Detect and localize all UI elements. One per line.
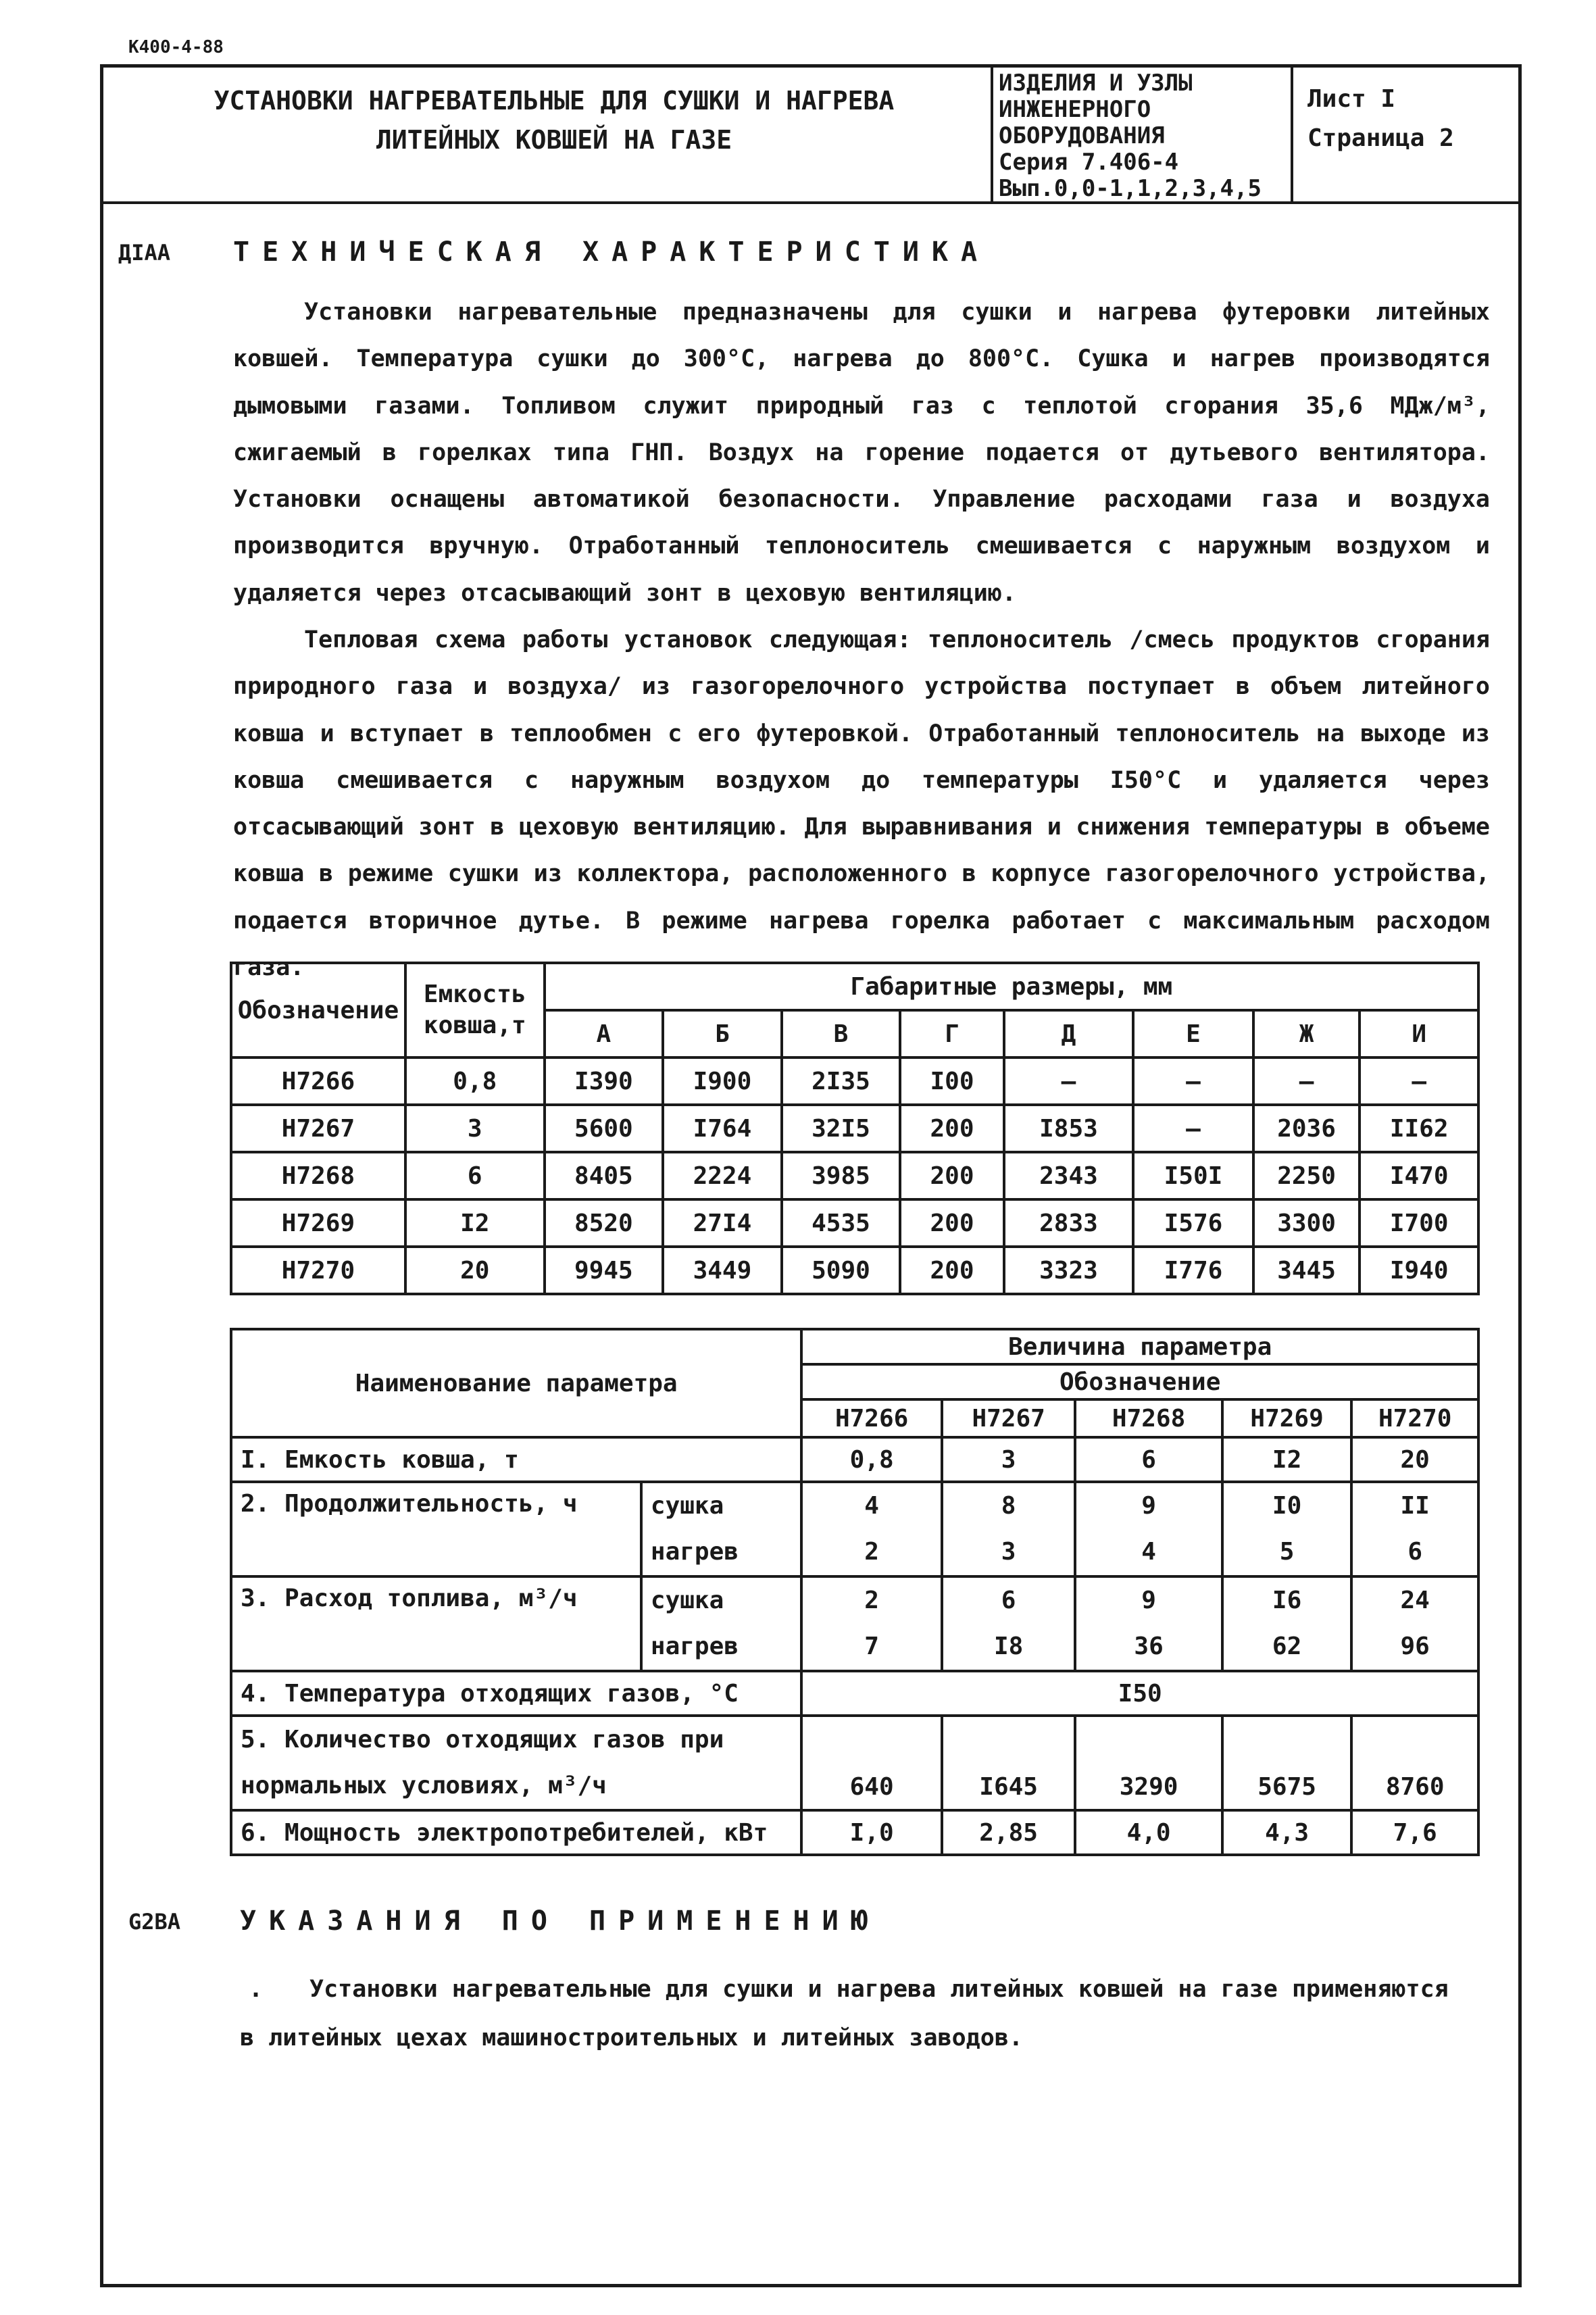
- mode-heating: нагрев: [650, 1633, 739, 1660]
- cell: I2: [405, 1199, 545, 1247]
- parameters-table: [230, 1328, 1480, 1856]
- mode-drying: сушка: [650, 1587, 724, 1614]
- header-divider-vertical-1: [991, 64, 993, 203]
- cell: I700: [1360, 1199, 1478, 1247]
- cell: I853: [1004, 1105, 1133, 1152]
- paragraph-1: Установки нагревательные предназначены для сушки и нагрева футеровки литейных ковшей. Температура сушки до 300°С, нагрева до 800°С. Сушка и нагрев производятся дымовыми газами. Топливом служит природный газ с теплотой сгорания 35,6 МДж/м³, сжигаемый в горелках типа ГНП. Воздух на горение подается от дутьевого вентилятора. Установки оснащены автоматикой безопасности. Управление расходами газа и воздуха производится вручную. Отработанный теплоноситель смешивается с наружным воздухом и удаляется через отсасывающий зонт в цеховую вентиляцию.: [233, 299, 1490, 607]
- col-letter: Г: [900, 1010, 1004, 1057]
- cell: [942, 1576, 1076, 1671]
- cell: 2343: [1004, 1152, 1133, 1199]
- col-header-model: Н7267: [942, 1399, 1076, 1437]
- cell: –: [1133, 1057, 1253, 1105]
- cell: 2224: [663, 1152, 782, 1199]
- mode-drying: сушка: [650, 1492, 724, 1520]
- cell: I2: [1222, 1437, 1352, 1482]
- cell: I,0: [801, 1810, 941, 1855]
- cell: 4535: [782, 1199, 901, 1247]
- series-block: [999, 70, 1289, 202]
- cell: –: [1253, 1057, 1360, 1105]
- cell: 20: [405, 1247, 545, 1294]
- cell: [942, 1482, 1076, 1576]
- cell-value: 62: [1272, 1633, 1302, 1660]
- title-line-2: ЛИТЕЙНЫХ КОВШЕЙ НА ГАЗЕ: [376, 125, 732, 155]
- param-name: [231, 1716, 801, 1810]
- cell: 5675: [1222, 1716, 1352, 1810]
- param-name: 3. Расход топлива, м³/ч: [231, 1576, 641, 1671]
- table-row: [231, 1247, 1478, 1294]
- series-line-3: ОБОРУДОВАНИЯ: [999, 122, 1165, 149]
- col-header-model: Н7268: [1075, 1399, 1222, 1437]
- cell: [1222, 1482, 1352, 1576]
- title-line-1: УСТАНОВКИ НАГРЕВАТЕЛЬНЫЕ ДЛЯ СУШКИ И НАГРЕВА: [214, 86, 895, 116]
- cell: 9945: [545, 1247, 664, 1294]
- cell: –: [1133, 1105, 1253, 1152]
- col-header-param-name: Наименование параметра: [231, 1329, 801, 1437]
- cell: I900: [663, 1057, 782, 1105]
- cell: Н7270: [231, 1247, 405, 1294]
- col-letter: Ж: [1253, 1010, 1360, 1057]
- cell: [1075, 1576, 1222, 1671]
- cell: 3445: [1253, 1247, 1360, 1294]
- cell: 5090: [782, 1247, 901, 1294]
- document-code: К400-4-88: [128, 37, 224, 57]
- cell: 8405: [545, 1152, 664, 1199]
- cell: 200: [900, 1152, 1004, 1199]
- cell: [1222, 1576, 1352, 1671]
- table-row: [231, 1105, 1478, 1152]
- series-line-4: Серия 7.406-4: [999, 149, 1179, 176]
- section-title-2: УКАЗАНИЯ ПО ПРИМЕНЕНИЮ: [240, 1906, 880, 1937]
- section-title: ТЕХНИЧЕСКАЯ ХАРАКТЕРИСТИКА: [233, 237, 991, 268]
- section-code: ДIАА: [118, 240, 171, 266]
- col-letter: Б: [663, 1010, 782, 1057]
- cell: 2250: [1253, 1152, 1360, 1199]
- usage-text-line-2: в литейных цехах машиностроительных и литейных заводов.: [240, 2024, 1023, 2051]
- cell: Н7269: [231, 1199, 405, 1247]
- param-name-line-2: нормальных условиях, м³/ч: [241, 1772, 607, 1799]
- cell: 7,6: [1351, 1810, 1478, 1855]
- param-modes: [641, 1482, 802, 1576]
- cell: 0,8: [801, 1437, 941, 1482]
- table-row: [231, 1437, 1478, 1482]
- table-row: [231, 1057, 1478, 1105]
- cell: 6: [405, 1152, 545, 1199]
- cell: 3985: [782, 1152, 901, 1199]
- table-row: [231, 1810, 1478, 1855]
- cell-value: 5: [1279, 1538, 1295, 1566]
- col-header-model: Н7269: [1222, 1399, 1352, 1437]
- cell: Н7268: [231, 1152, 405, 1199]
- cell-value: 4: [1141, 1538, 1156, 1566]
- cell: I470: [1360, 1152, 1478, 1199]
- cell: I940: [1360, 1247, 1478, 1294]
- series-line-5: Вып.0,0-1,1,2,3,4,5: [999, 175, 1262, 202]
- cell: [801, 1576, 941, 1671]
- cell: 6: [1075, 1437, 1222, 1482]
- cell-value: 4: [864, 1492, 879, 1520]
- cell: I390: [545, 1057, 664, 1105]
- cell: [1075, 1482, 1222, 1576]
- table-header-row: [231, 1329, 1478, 1364]
- cell-value: 7: [864, 1633, 879, 1660]
- col-header-capacity: Емкость ковша,т: [405, 963, 545, 1057]
- sheet-block: [1307, 80, 1454, 158]
- cell: [801, 1482, 941, 1576]
- cell-value: 6: [1001, 1587, 1016, 1614]
- cell: I576: [1133, 1199, 1253, 1247]
- cell-value: I8: [993, 1633, 1024, 1660]
- bullet: .: [249, 1976, 264, 2003]
- table-header-row: [231, 963, 1478, 1010]
- cell: II62: [1360, 1105, 1478, 1152]
- col-letter: В: [782, 1010, 901, 1057]
- cell-value: II: [1400, 1492, 1430, 1520]
- cell: 8760: [1351, 1716, 1478, 1810]
- cell: I645: [942, 1716, 1076, 1810]
- cell: 640: [801, 1716, 941, 1810]
- header-divider-vertical-2: [1291, 64, 1293, 203]
- param-name: I. Емкость ковша, т: [231, 1437, 801, 1482]
- cell-value: 2: [864, 1538, 879, 1566]
- col-header-model: Н7266: [801, 1399, 941, 1437]
- page-number: Страница 2: [1307, 124, 1454, 152]
- cell: 3449: [663, 1247, 782, 1294]
- cell-value: 3: [1001, 1538, 1016, 1566]
- cell: 3290: [1075, 1716, 1222, 1810]
- cell: –: [1004, 1057, 1133, 1105]
- col-letter: И: [1360, 1010, 1478, 1057]
- cell: 3: [942, 1437, 1076, 1482]
- table-row: [231, 1671, 1478, 1716]
- cell-value: I0: [1272, 1492, 1302, 1520]
- paragraph-2: Тепловая схема работы установок следующая: теплоноситель /смесь продуктов сгорания природного газа и воздуха/ из газогорелочного устройства поступает в объем литейного ковша и вступает в теплообмен с его футеровкой. Отработанный теплоноситель на выходе из ковша смешивается с наружным воздухом до температуры I50°С и удаляется через отсасывающий зонт в цеховую вентиляцию. Для выравнивания и снижения температуры в объеме ковша в режиме сушки из коллектора, расположенного в корпусе газогорелочного устройства, подается вторичное дутье. В режиме нагрева горелка работает с максимальным расходом газа.: [233, 626, 1490, 982]
- usage-text-line-1: Установки нагревательные для сушки и нагрева литейных ковшей на газе применяются: [309, 1976, 1449, 2003]
- sheet-number: Лист I: [1307, 85, 1396, 113]
- cell: Н7266: [231, 1057, 405, 1105]
- col-header-value: Величина параметра: [801, 1329, 1478, 1364]
- param-name: 6. Мощность электропотребителей, кВт: [231, 1810, 801, 1855]
- col-header-model: Н7270: [1351, 1399, 1478, 1437]
- table-row: [231, 1716, 1478, 1810]
- cell-value: 96: [1400, 1633, 1430, 1660]
- col-letter: Е: [1133, 1010, 1253, 1057]
- cell: 2833: [1004, 1199, 1133, 1247]
- cell: 2036: [1253, 1105, 1360, 1152]
- header-divider: [100, 201, 1522, 204]
- cell: 0,8: [405, 1057, 545, 1105]
- cell: 3300: [1253, 1199, 1360, 1247]
- table-row: [231, 1482, 1478, 1576]
- cell-value: 8: [1001, 1492, 1016, 1520]
- cell: 200: [900, 1247, 1004, 1294]
- cell: 200: [900, 1199, 1004, 1247]
- table-row: [231, 1152, 1478, 1199]
- cell: 2,85: [942, 1810, 1076, 1855]
- param-modes: [641, 1576, 802, 1671]
- col-letter: Д: [1004, 1010, 1133, 1057]
- series-line-2: ИНЖЕНЕРНОГО: [999, 96, 1151, 123]
- cell: 200: [900, 1105, 1004, 1152]
- col-header-dimensions: Габаритные размеры, мм: [545, 963, 1478, 1010]
- table-row: [231, 1576, 1478, 1671]
- cell-value: I6: [1272, 1587, 1302, 1614]
- cell: I776: [1133, 1247, 1253, 1294]
- param-name-line-1: 5. Количество отходящих газов при: [241, 1726, 724, 1753]
- cell-value: 9: [1141, 1492, 1156, 1520]
- cell: I00: [900, 1057, 1004, 1105]
- cell: I764: [663, 1105, 782, 1152]
- cell: 27I4: [663, 1199, 782, 1247]
- cell: I50: [801, 1671, 1478, 1716]
- param-name: 4. Температура отходящих газов, °С: [231, 1671, 801, 1716]
- cell-value: 24: [1400, 1587, 1430, 1614]
- cell: 3323: [1004, 1247, 1133, 1294]
- col-header-designation: Обозначение: [801, 1364, 1478, 1399]
- cell: 5600: [545, 1105, 664, 1152]
- mode-heating: нагрев: [650, 1538, 739, 1566]
- document-title: [135, 81, 973, 159]
- cell: 32I5: [782, 1105, 901, 1152]
- table-row: [231, 1199, 1478, 1247]
- cell-value: 2: [864, 1587, 879, 1614]
- cell: [1351, 1576, 1478, 1671]
- cell: 8520: [545, 1199, 664, 1247]
- col-header-designation: Обозначение: [231, 963, 405, 1057]
- series-line-1: ИЗДЕЛИЯ И УЗЛЫ: [999, 70, 1193, 97]
- cell: Н7267: [231, 1105, 405, 1152]
- cell-value: 9: [1141, 1587, 1156, 1614]
- cell: 4,3: [1222, 1810, 1352, 1855]
- cell: 2I35: [782, 1057, 901, 1105]
- cell: 4,0: [1075, 1810, 1222, 1855]
- section-code-2: G2BA: [128, 1909, 181, 1935]
- col-letter: А: [545, 1010, 664, 1057]
- cell: 20: [1351, 1437, 1478, 1482]
- param-name: 2. Продолжительность, ч: [231, 1482, 641, 1576]
- cell: [1351, 1482, 1478, 1576]
- cell: –: [1360, 1057, 1478, 1105]
- cell-value: 36: [1134, 1633, 1164, 1660]
- dimensions-table: [230, 962, 1480, 1295]
- cell: I50I: [1133, 1152, 1253, 1199]
- cell: 3: [405, 1105, 545, 1152]
- cell-value: 6: [1407, 1538, 1423, 1566]
